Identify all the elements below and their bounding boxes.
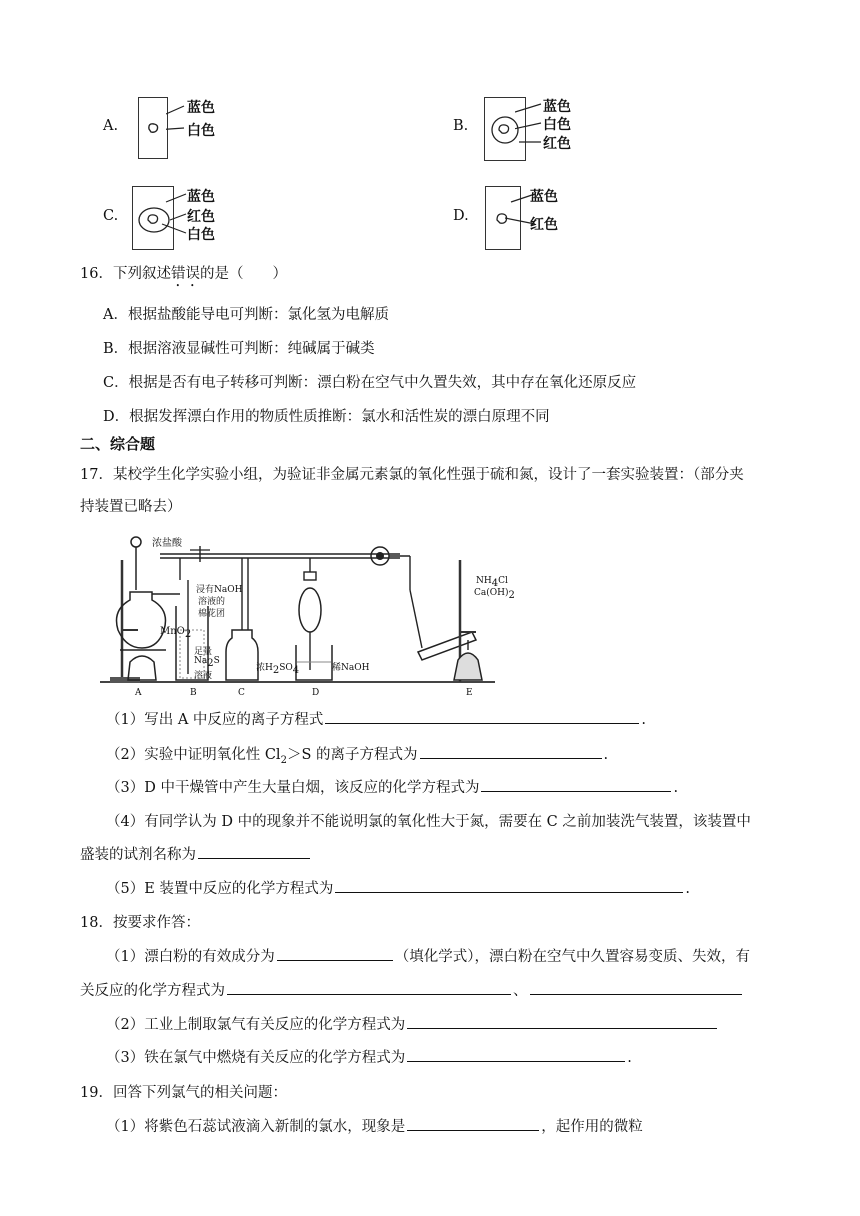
q18-sub1-line2 bbox=[80, 979, 744, 1000]
q16-option-d: D．根据发挥漂白作用的物质性质推断：氯水和活性炭的漂白原理不同 bbox=[103, 409, 550, 425]
q19-sub1-text-a: （1）将紫色石蕊试液滴入新制的氯水，现象是 bbox=[106, 1119, 406, 1135]
q15-c-label-red: 红色 bbox=[187, 209, 215, 225]
q18-sub2 bbox=[106, 1013, 719, 1034]
label-na2s-2: $Na_2S$ bbox=[194, 656, 220, 669]
q17-sub4-line2 bbox=[80, 843, 312, 864]
q17-sub3-text: （3）D 中干燥管中产生大量白烟，该反应的化学方程式为 bbox=[106, 780, 480, 796]
answer-blank[interactable] bbox=[325, 722, 639, 724]
label-naoh-cotton-3: 棉花团 bbox=[198, 609, 226, 619]
q16-option-a: A．根据盐酸能导电可判断：氯化氢为电解质 bbox=[103, 307, 389, 323]
q19-stem: 19．回答下列氯气的相关问题： bbox=[80, 1085, 287, 1101]
q17-sub2-text-a: （2）实验中证明氧化性 Cl bbox=[106, 747, 281, 763]
q17-sub5-text: （5）E 装置中反应的化学方程式为 bbox=[106, 881, 334, 897]
q15-d-label-blue: 蓝色 bbox=[530, 189, 558, 205]
q16-option-c: C．根据是否有电子转移可判断：漂白粉在空气中久置失效，其中存在氧化还原反应 bbox=[103, 375, 637, 391]
q15-b-label-white: 白色 bbox=[543, 117, 571, 133]
label-nh4cl: $NH_4Cl$ bbox=[476, 576, 508, 589]
label-dilute-naoh: 稀NaOH bbox=[332, 663, 370, 673]
apparatus-letter-d: D bbox=[312, 688, 320, 698]
q16-option-b: B．根据溶液显碱性可判断：纯碱属于碱类 bbox=[103, 341, 375, 357]
q17-sub5-period: . bbox=[685, 881, 691, 897]
q18-sub1-text-b: （填化学式），漂白粉在空气中久置容易变质、失效，有 bbox=[394, 949, 750, 965]
label-caoh2: $Ca(OH)_2$ bbox=[474, 588, 515, 601]
q18-sub1-separator: 、 bbox=[513, 983, 528, 999]
label-mno2: MnO$_2$ bbox=[160, 626, 192, 640]
apparatus-letter-c: C bbox=[238, 688, 245, 698]
label-na2s-3: 溶液 bbox=[194, 671, 213, 681]
apparatus-letter-b: B bbox=[190, 688, 197, 698]
label-conc-hcl: 浓盐酸 bbox=[152, 538, 182, 549]
q15-c-label-white: 白色 bbox=[187, 227, 215, 243]
q17-sub4-text: 盛装的试剂名称为 bbox=[80, 847, 196, 863]
apparatus-letter-e: E bbox=[466, 688, 473, 698]
q18-sub1-line1 bbox=[106, 945, 750, 966]
q15-option-c-letter: C. bbox=[103, 208, 119, 224]
q17-sub5 bbox=[106, 877, 690, 898]
q16-stem bbox=[80, 262, 287, 290]
answer-blank[interactable] bbox=[198, 857, 310, 859]
q18-sub2-text: （2）工业上制取氯气有关反应的化学方程式为 bbox=[106, 1017, 406, 1033]
q18-stem: 18．按要求作答： bbox=[80, 915, 200, 931]
q17-sub1-period: . bbox=[641, 712, 647, 728]
answer-blank[interactable] bbox=[481, 790, 671, 792]
q15-a-label-blue: 蓝色 bbox=[187, 100, 215, 116]
answer-blank[interactable] bbox=[227, 993, 511, 995]
answer-blank[interactable] bbox=[407, 1060, 625, 1062]
q17-sub2-text-b: ＞S 的离子方程式为 bbox=[286, 747, 418, 763]
label-naoh-cotton-1: 浸有NaOH bbox=[196, 585, 243, 595]
q19-sub1-text-b: ，起作用的微粒 bbox=[541, 1119, 643, 1135]
q18-sub3-text: （3）铁在氯气中燃烧有关反应的化学方程式为 bbox=[106, 1050, 406, 1066]
answer-blank[interactable] bbox=[420, 757, 602, 759]
q15-option-b-letter: B. bbox=[453, 118, 469, 134]
q18-sub3 bbox=[106, 1046, 632, 1067]
q18-sub3-period: . bbox=[627, 1050, 632, 1066]
q15-option-a-letter: A. bbox=[103, 118, 119, 134]
q17-sub1 bbox=[106, 708, 646, 729]
answer-blank[interactable] bbox=[335, 891, 683, 893]
q18-sub1-text-c: 关反应的化学方程式为 bbox=[80, 983, 225, 999]
q17-stem-line2: 持装置已略去） bbox=[80, 499, 182, 515]
q15-c-pointer-lines bbox=[160, 188, 190, 242]
q15-b-pointer-lines bbox=[515, 98, 543, 152]
label-na2s-1: 足量 bbox=[194, 647, 213, 657]
q16-stem-suffix: 的是（ ） bbox=[199, 266, 287, 282]
q17-stem-line1: 17．某校学生化学实验小组，为验证非金属元素氯的氧化性强于硫和氮，设计了一套实验装置：（部分夹 bbox=[80, 467, 744, 483]
q19-sub1 bbox=[106, 1115, 643, 1136]
q15-option-d-letter: D. bbox=[453, 208, 469, 224]
q15-a-pointer-lines bbox=[166, 100, 186, 140]
q15-d-label-red: 红色 bbox=[530, 217, 558, 233]
section-title: 二、综合题 bbox=[80, 435, 156, 453]
q15-b-label-red: 红色 bbox=[543, 136, 571, 152]
answer-blank[interactable] bbox=[407, 1129, 539, 1131]
q17-sub1-text: （1）写出 A 中反应的离子方程式 bbox=[106, 712, 324, 728]
q15-option-a-figure bbox=[138, 97, 168, 159]
label-naoh-cotton-2: 溶液的 bbox=[198, 597, 226, 607]
q17-sub3 bbox=[106, 776, 678, 797]
q17-sub4-line1: （4）有同学认为 D 中的现象并不能说明氯的氧化性大于氮，需要在 C 之前加装洗气装置，该装置中 bbox=[106, 814, 751, 830]
test-paper-drop-icon bbox=[139, 98, 167, 158]
answer-blank[interactable] bbox=[277, 959, 393, 961]
q17-sub2: （2）实验中证明氧化性 $Cl_2>S$ 的离子方程式为 . bbox=[106, 747, 609, 766]
q16-stem-prefix: 16．下列叙述 bbox=[80, 266, 171, 282]
label-h2so4: 浓$H_2SO_4$ bbox=[256, 663, 300, 676]
q15-b-label-blue: 蓝色 bbox=[543, 99, 571, 115]
apparatus-letter-a: A bbox=[135, 688, 142, 698]
answer-blank[interactable] bbox=[407, 1027, 717, 1029]
q15-a-label-white: 白色 bbox=[187, 123, 215, 139]
q17-sub2-period: . bbox=[603, 747, 609, 763]
q17-sub3-period: . bbox=[673, 780, 679, 796]
q18-sub1-text-a: （1）漂白粉的有效成分为 bbox=[106, 949, 275, 965]
answer-blank[interactable] bbox=[530, 993, 742, 995]
q15-c-label-blue: 蓝色 bbox=[187, 189, 215, 205]
q16-stem-emphasis: 错误 bbox=[170, 266, 200, 282]
